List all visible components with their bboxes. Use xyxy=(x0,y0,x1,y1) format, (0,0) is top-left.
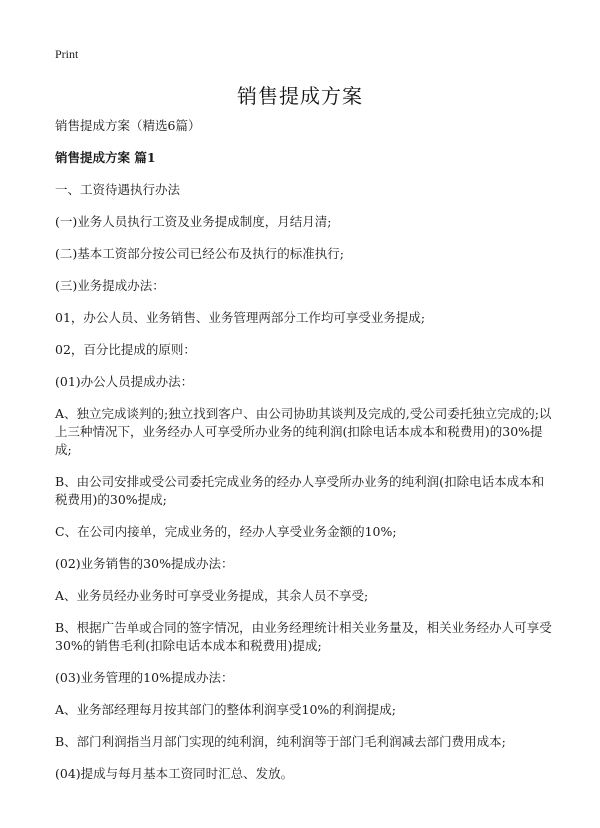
clause-item: 02，百分比提成的原则： xyxy=(55,342,196,357)
clause-item: B、由公司安排或受公司委托完成业务的经办人享受所办业务的纯利润(扣除电话本成本和税费用)的30%提成; xyxy=(55,474,545,507)
clause-subheading: (02)业务销售的30%提成办法： xyxy=(55,556,234,571)
section-heading: 销售提成方案 篇1 xyxy=(55,150,156,165)
clause-subheading: (03)业务管理的10%提成办法： xyxy=(55,670,234,685)
document-title: 销售提成方案 xyxy=(237,84,363,108)
clause-item: A、业务员经办业务时可享受业务提成，其余人员不享受; xyxy=(55,588,369,603)
clause-item: A、独立完成谈判的;独立找到客户、由公司协助其谈判及完成的,受公司委托独立完成的;以上三种情况下，业务经办人可享受所办业务的纯利润(扣除电话本成本和税费用)的30%提成; xyxy=(55,406,552,457)
clause-heading: 一、工资待遇执行办法 xyxy=(55,182,181,197)
print-link[interactable]: Print xyxy=(55,47,79,61)
document-body xyxy=(55,117,555,797)
document-subtitle: 销售提成方案（精选6篇） xyxy=(55,118,201,133)
clause-item: C、在公司内接单，完成业务的，经办人享受业务金额的10%; xyxy=(55,524,397,539)
clause-item: B、部门利润指当月部门实现的纯利润，纯利润等于部门毛利润减去部门费用成本; xyxy=(55,734,506,749)
clause-item: (二)基本工资部分按公司已经公布及执行的标准执行; xyxy=(55,246,344,261)
clause-item: (一)业务人员执行工资及业务提成制度，月结月清; xyxy=(55,214,332,229)
clause-item: (三)业务提成办法： xyxy=(55,278,165,293)
clause-subheading: (01)办公人员提成办法： xyxy=(55,374,194,389)
clause-item: B、根据广告单或合同的签字情况，由业务经理统计相关业务量及，相关业务经办人可享受30%的销售毛利(扣除电话本成本和税费用)提成; xyxy=(55,620,552,653)
clause-item: A、业务部经理每月按其部门的整体利润享受10%的利润提成; xyxy=(55,702,397,717)
clause-item: 01，办公人员、业务销售、业务管理两部分工作均可享受业务提成; xyxy=(55,310,426,325)
clause-item: (04)提成与每月基本工资同时汇总、发放。 xyxy=(55,766,294,781)
